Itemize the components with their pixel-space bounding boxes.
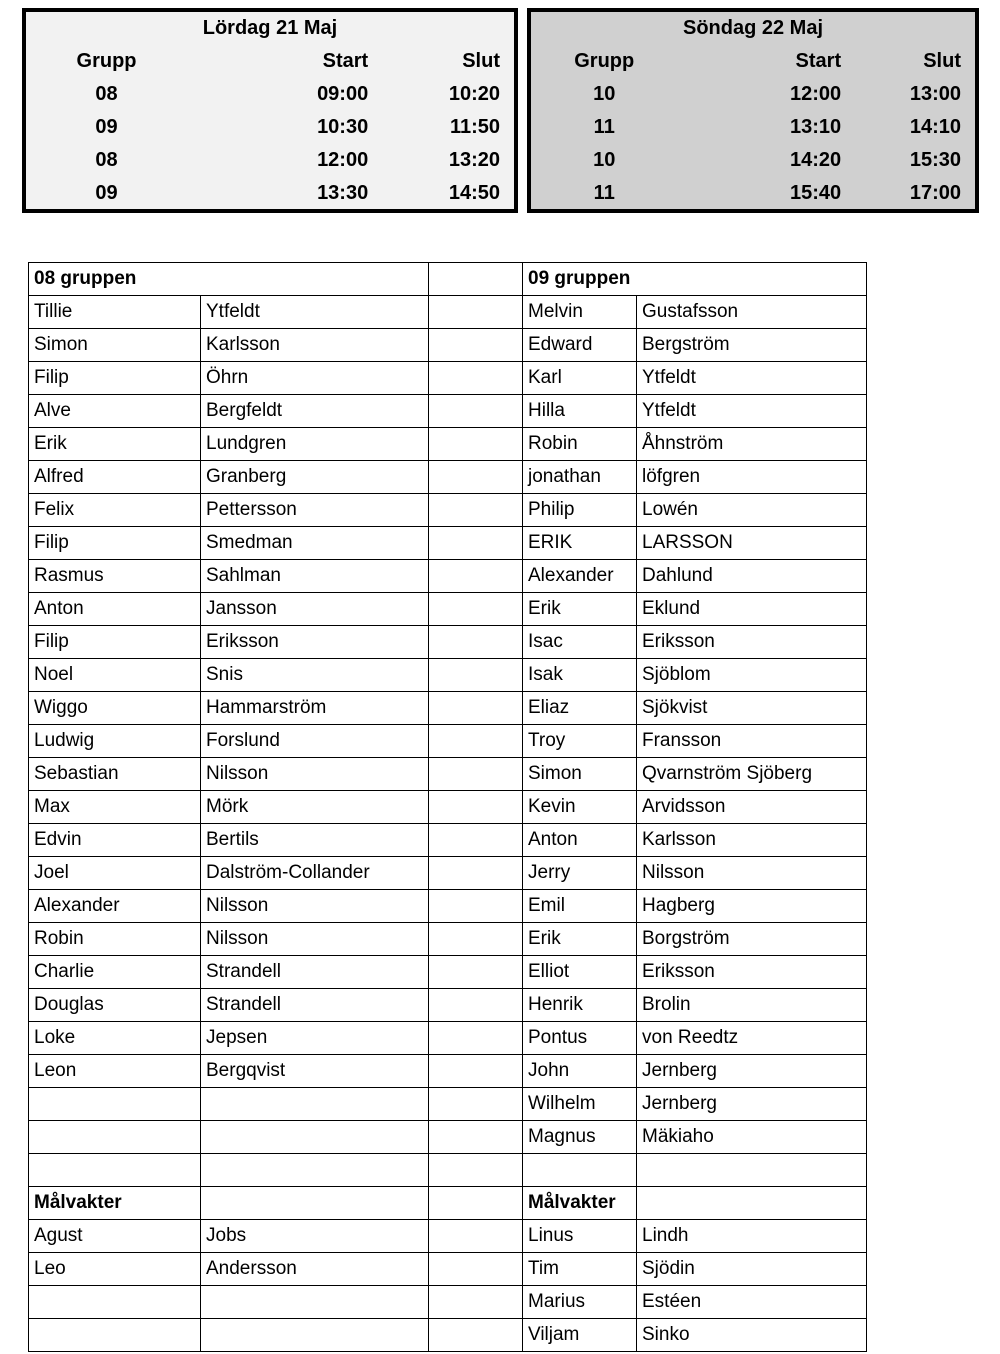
roster-row [29,560,867,593]
roster-row [29,395,867,428]
roster-group-right-title: 09 gruppen [523,263,867,296]
schedule-cell-slut: 15:30 [909,148,961,171]
roster-cell-r1: Henrik [523,989,637,1022]
schedule-sondag-table [531,12,975,209]
roster-cell-r1: Troy [523,725,637,758]
schedule-row [531,176,975,209]
roster-cell-l1: Douglas [29,989,201,1022]
roster-row [29,494,867,527]
roster-spacer-cell [429,923,523,956]
roster-cell-r2: Hagberg [637,890,867,923]
roster-cell-r1: Målvakter [523,1187,637,1220]
schedule-cell-start: 12:00 [317,148,369,171]
roster-row [29,428,867,461]
roster-cell-l1: Filip [29,626,201,659]
roster-cell-l2 [201,1154,429,1187]
roster-group-left-title: 08 gruppen [29,263,429,296]
roster-cell-r1: Isac [523,626,637,659]
schedule-cell-grupp: 08 [95,83,118,106]
roster-cell-l1 [29,1154,201,1187]
roster-cell-r1: Jerry [523,857,637,890]
roster-row [29,1088,867,1121]
schedule-title-row [531,12,975,45]
schedule-sondag [527,8,979,213]
roster-cell-l2: Jobs [201,1220,429,1253]
roster-cell-r2: Borgström [637,923,867,956]
roster-row [29,989,867,1022]
roster-spacer-cell [429,758,523,791]
roster-cell-r2: Ytfeldt [637,362,867,395]
roster-cell-r2: Eriksson [637,956,867,989]
roster-cell-l1: Leon [29,1055,201,1088]
roster-spacer-cell [429,494,523,527]
roster-cell-l2: Granberg [201,461,429,494]
roster-row [29,461,867,494]
roster-spacer-cell [429,1319,523,1352]
roster-spacer-cell [429,692,523,725]
roster-cell-l2: Snis [201,659,429,692]
roster-cell-l1: Robin [29,923,201,956]
roster-spacer-cell [429,725,523,758]
roster-cell-r2: Karlsson [637,824,867,857]
roster-cell-l2: Sahlman [201,560,429,593]
schedule-cell-slut: 11:50 [449,115,500,138]
roster-cell-l1: Loke [29,1022,201,1055]
roster-cell-l1 [29,1319,201,1352]
roster-cell-r1: Erik [523,923,637,956]
roster-cell-r1: Viljam [523,1319,637,1352]
roster-cell-r2: Sjöblom [637,659,867,692]
roster-cell-l2 [201,1121,429,1154]
roster-row [29,1055,867,1088]
roster-row [29,824,867,857]
schedule-cell-slut: 13:00 [909,83,961,106]
roster-cell-r2: löfgren [637,461,867,494]
roster-cell-r2: Sjödin [637,1253,867,1286]
roster-row [29,296,867,329]
roster-cell-r2: Dahlund [637,560,867,593]
roster-row [29,890,867,923]
schedule-row [26,110,514,143]
roster-cell-l2: Bergqvist [201,1055,429,1088]
roster-row [29,692,867,725]
roster-spacer-cell [429,461,523,494]
schedule-row [26,176,514,209]
schedule-header-row [26,45,514,78]
roster-cell-l2: Mörk [201,791,429,824]
roster-cell-l2: Ytfeldt [201,296,429,329]
roster-cell-l1: Erik [29,428,201,461]
schedule-cell-start: 12:00 [789,83,842,106]
roster-cell-r1: Eliaz [523,692,637,725]
roster-cell-r2: Brolin [637,989,867,1022]
roster-cell-l2: Forslund [201,725,429,758]
roster-cell-l2: Karlsson [201,329,429,362]
schedule-cell-start: 13:10 [789,115,842,138]
roster-cell-r2: Lindh [637,1220,867,1253]
roster-cell-r2: Bergström [637,329,867,362]
roster-cell-r2: Arvidsson [637,791,867,824]
schedule-cell-start: 13:30 [317,181,369,204]
schedule-title-row [26,12,514,45]
schedule-header-grupp: Grupp [574,50,635,73]
schedule-cell-grupp: 10 [593,83,616,106]
roster-spacer-cell [429,857,523,890]
roster-spacer-cell [429,1187,523,1220]
roster-cell-r1 [523,1154,637,1187]
roster-cell-r1: Robin [523,428,637,461]
roster-row [29,626,867,659]
roster-row [29,593,867,626]
roster-cell-l1: Målvakter [29,1187,201,1220]
roster-cell-r2: Gustafsson [637,296,867,329]
roster-cell-l1: Noel [29,659,201,692]
roster-spacer-cell [429,593,523,626]
schedule-lordag-table [26,12,514,209]
schedule-title: Söndag 22 Maj [682,17,824,40]
roster-cell-r1: Kevin [523,791,637,824]
roster-row [29,923,867,956]
schedule-cell-slut: 14:50 [448,181,500,204]
schedule-cell-slut: 17:00 [909,181,961,204]
roster-row [29,329,867,362]
roster-row [29,1121,867,1154]
roster-cell-l1: Max [29,791,201,824]
roster-cell-r2: Mäkiaho [637,1121,867,1154]
roster-cell-r1: Philip [523,494,637,527]
schedule-row [531,78,975,111]
schedule-cell-start: 14:20 [789,148,842,171]
schedule-cell-grupp: 11 [593,115,615,138]
roster-cell-r1: Alexander [523,560,637,593]
roster-cell-l2: Nilsson [201,890,429,923]
roster-row [29,1187,867,1220]
roster-cell-r1: Magnus [523,1121,637,1154]
roster-cell-l2: Bertils [201,824,429,857]
schedule-cell-grupp: 10 [593,148,616,171]
roster-spacer-cell [429,263,523,296]
roster-cell-l2: Strandell [201,956,429,989]
roster-row [29,1022,867,1055]
roster-cell-l1: Alexander [29,890,201,923]
roster-cell-l2: Öhrn [201,362,429,395]
roster-cell-r2 [637,1187,867,1220]
roster-cell-r2: LARSSON [637,527,867,560]
roster-cell-r1: jonathan [523,461,637,494]
roster-spacer-cell [429,890,523,923]
roster-row [29,956,867,989]
roster-spacer-cell [429,362,523,395]
roster-spacer-cell [429,989,523,1022]
roster-cell-r1: Marius [523,1286,637,1319]
roster-cell-l1 [29,1088,201,1121]
roster-header-row [29,263,867,296]
roster-cell-r1: Hilla [523,395,637,428]
roster-cell-r2: Qvarnström Sjöberg [637,758,867,791]
roster-row [29,1253,867,1286]
roster-row [29,1319,867,1352]
roster-spacer-cell [429,1055,523,1088]
roster-spacer-cell [429,1253,523,1286]
roster-cell-r1: Elliot [523,956,637,989]
schedule-section [0,0,1000,225]
roster-cell-l2: Pettersson [201,494,429,527]
schedule-header-grupp: Grupp [76,50,137,73]
schedule-cell-start: 15:40 [789,181,842,204]
roster-spacer-cell [429,560,523,593]
roster-cell-r2: Ytfeldt [637,395,867,428]
roster-row [29,659,867,692]
schedule-lordag [22,8,518,213]
roster-row [29,1286,867,1319]
roster-cell-r1: Tim [523,1253,637,1286]
roster-cell-l2 [201,1286,429,1319]
roster-spacer-cell [429,428,523,461]
schedule-row [531,110,975,143]
roster-cell-l2: Nilsson [201,923,429,956]
roster-cell-r2 [637,1154,867,1187]
roster-cell-r2: Estéen [637,1286,867,1319]
roster-spacer-cell [429,395,523,428]
roster-cell-l1: Joel [29,857,201,890]
schedule-cell-start: 10:30 [317,115,369,138]
roster-cell-r2: Nilsson [637,857,867,890]
roster-cell-l2: Dalström-Collander [201,857,429,890]
roster-spacer-cell [429,1220,523,1253]
schedule-cell-slut: 13:20 [448,148,500,171]
roster-cell-r1: Anton [523,824,637,857]
roster-cell-r1: Linus [523,1220,637,1253]
roster-table [28,262,867,1352]
schedule-header-start: Start [322,50,369,73]
roster-row [29,1220,867,1253]
roster-row [29,791,867,824]
schedule-row [26,143,514,176]
schedule-header-slut: Slut [923,50,961,73]
roster-spacer-cell [429,1088,523,1121]
schedule-row [531,143,975,176]
schedule-header-row [531,45,975,78]
roster-cell-l1: Alve [29,395,201,428]
roster-cell-r1: Melvin [523,296,637,329]
roster-cell-l1: Rasmus [29,560,201,593]
roster-cell-r2: Sjökvist [637,692,867,725]
schedule-header-slut: Slut [462,50,500,73]
roster-cell-r2: Fransson [637,725,867,758]
schedule-cell-start: 09:00 [317,83,369,106]
roster-cell-l2: Strandell [201,989,429,1022]
roster-spacer-cell [429,1154,523,1187]
schedule-header-start: Start [795,50,842,73]
roster-cell-l1: Felix [29,494,201,527]
roster-cell-r2: Eriksson [637,626,867,659]
schedule-cell-grupp: 09 [95,181,118,204]
roster-cell-l1: Wiggo [29,692,201,725]
roster-spacer-cell [429,1022,523,1055]
roster-cell-l1: Ludwig [29,725,201,758]
roster-cell-r1: ERIK [523,527,637,560]
roster-cell-r2: von Reedtz [637,1022,867,1055]
roster-cell-l1: Sebastian [29,758,201,791]
roster-cell-l1: Simon [29,329,201,362]
roster-cell-r2: Åhnström [637,428,867,461]
schedule-cell-slut: 14:10 [909,115,961,138]
roster-cell-l2: Jansson [201,593,429,626]
roster-cell-r1: Isak [523,659,637,692]
roster-cell-l1: Filip [29,362,201,395]
roster-row [29,527,867,560]
roster-cell-l2: Hammarström [201,692,429,725]
schedule-cell-slut: 10:20 [448,83,500,106]
roster-cell-r1: Emil [523,890,637,923]
roster-spacer-cell [429,296,523,329]
roster-spacer-cell [429,1286,523,1319]
roster-cell-l1: Alfred [29,461,201,494]
roster-cell-r1: Simon [523,758,637,791]
schedule-cell-grupp: 11 [593,181,615,204]
roster-cell-l1: Leo [29,1253,201,1286]
roster-spacer-cell [429,791,523,824]
roster-cell-r2: Sinko [637,1319,867,1352]
roster-cell-r1: Erik [523,593,637,626]
roster-cell-l1: Tillie [29,296,201,329]
roster-cell-r1: Karl [523,362,637,395]
roster-cell-l2: Eriksson [201,626,429,659]
roster-row [29,857,867,890]
roster-cell-l2: Nilsson [201,758,429,791]
schedule-cell-grupp: 08 [95,148,118,171]
roster-spacer-cell [429,1121,523,1154]
roster-cell-l2: Andersson [201,1253,429,1286]
roster-cell-r1: John [523,1055,637,1088]
roster-cell-r1: Wilhelm [523,1088,637,1121]
roster-cell-l1: Charlie [29,956,201,989]
roster-cell-r2: Eklund [637,593,867,626]
roster-spacer-cell [429,527,523,560]
roster-row [29,1154,867,1187]
roster-cell-l2: Jepsen [201,1022,429,1055]
schedule-cell-grupp: 09 [95,115,118,138]
roster-spacer-cell [429,626,523,659]
roster-cell-l2 [201,1319,429,1352]
roster-cell-r1: Pontus [523,1022,637,1055]
roster-cell-l2 [201,1088,429,1121]
roster-cell-l2: Bergfeldt [201,395,429,428]
schedule-title: Lördag 21 Maj [202,17,338,40]
roster-cell-r2: Jernberg [637,1055,867,1088]
roster-cell-l2: Lundgren [201,428,429,461]
roster-cell-l1 [29,1286,201,1319]
roster-row [29,362,867,395]
roster-cell-l1: Filip [29,527,201,560]
roster-cell-l1 [29,1121,201,1154]
roster-spacer-cell [429,956,523,989]
roster-cell-l2: Smedman [201,527,429,560]
roster-cell-r1: Edward [523,329,637,362]
roster-spacer-cell [429,329,523,362]
roster-cell-r2: Lowén [637,494,867,527]
roster-row [29,725,867,758]
schedule-row [26,78,514,111]
roster-cell-r2: Jernberg [637,1088,867,1121]
roster-cell-l1: Edvin [29,824,201,857]
roster-spacer-cell [429,659,523,692]
roster-cell-l2 [201,1187,429,1220]
roster-row [29,758,867,791]
roster-cell-l1: Anton [29,593,201,626]
roster-spacer-cell [429,824,523,857]
roster-cell-l1: Agust [29,1220,201,1253]
